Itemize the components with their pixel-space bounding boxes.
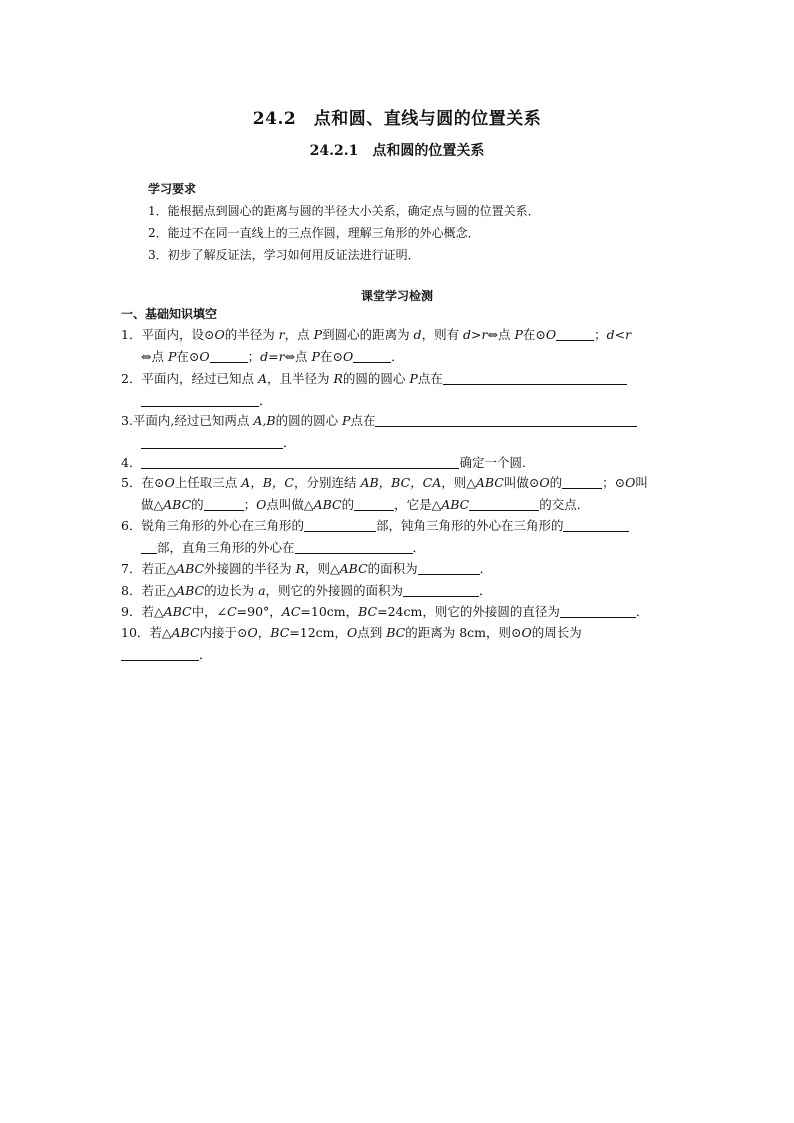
answer-blank[interactable]	[560, 603, 636, 618]
answer-blank[interactable]	[210, 348, 248, 363]
answer-blank[interactable]	[295, 539, 413, 554]
question-2	[121, 368, 677, 412]
question-line: 9．若△ABC中，∠C=90°，AC=10cm，BC=24cm，则它的外接圆的直径为 ．	[121, 604, 649, 619]
answer-blank[interactable]	[354, 496, 394, 511]
question-7	[121, 558, 677, 580]
question-line: 4． 确定一个圆．	[121, 455, 535, 470]
question-4	[121, 452, 677, 474]
question-8	[121, 580, 677, 602]
question-1	[121, 324, 677, 368]
answer-blank[interactable]	[443, 370, 627, 385]
answer-blank[interactable]	[121, 646, 199, 661]
answer-blank[interactable]	[141, 454, 459, 469]
answer-blank[interactable]	[204, 496, 244, 511]
question-line: 8．若正△ABC的边长为 a，则它的外接圆的面积为 ．	[121, 583, 492, 598]
answer-blank[interactable]	[141, 392, 259, 407]
question-line: 部，直角三角形的外心在 ．	[121, 537, 677, 559]
question-line: 做△ABC的 ；O点叫做△ABC的 ，它是△ABC 的交点．	[141, 497, 590, 512]
answer-blank[interactable]	[141, 434, 283, 449]
answer-blank[interactable]	[469, 496, 539, 511]
requirement-item: 2．能过不在同一直线上的三点作圆，理解三角形的外心概念．	[148, 226, 480, 240]
requirements-heading: 学习要求	[148, 182, 197, 196]
question-line: ．	[121, 390, 677, 412]
question-line: ．	[121, 644, 677, 666]
answer-blank[interactable]	[141, 539, 157, 554]
answer-blank[interactable]	[562, 474, 602, 489]
page-subtitle: 24.2.1 点和圆的位置关系	[309, 143, 485, 159]
question-line: 3.平面内,经过已知两点 A,B的圆的圆心 P点在	[121, 410, 677, 432]
requirement-item: 3．初步了解反证法，学习如何用反证法进行证明．	[148, 248, 420, 262]
question-line: 2．平面内，经过已知点 A，且半径为 R的圆的圆心 P点在	[121, 368, 677, 390]
learning-requirements	[148, 178, 540, 266]
question-line: ．	[121, 432, 677, 454]
question-line: 5．在⊙O上任取三点 A，B，C，分别连结 AB，BC，CA，则△ABC叫做⊙O的 ；⊙O叫	[121, 475, 648, 490]
question-10	[121, 622, 677, 666]
question-line: 7．若正△ABC外接圆的半径为 R，则△ABC的面积为 ．	[121, 561, 493, 576]
page-title: 24.2 点和圆、直线与圆的位置关系	[252, 109, 542, 129]
answer-blank[interactable]	[563, 517, 629, 532]
question-line: ⇔点 P在⊙O ；d=r⇔点 P在⊙O ．	[141, 349, 404, 364]
question-line: 10．若△ABC内接于⊙O，BC=12cm，O点到 BC的距离为 8cm，则⊙O的周长为	[121, 625, 582, 640]
answer-blank[interactable]	[375, 412, 637, 427]
question-line: 1．平面内，设⊙O的半径为 r，点 P到圆心的距离为 d，则有 d>r⇔点 P在⊙O ；d<r	[121, 327, 632, 342]
question-5	[121, 472, 677, 516]
question-9	[121, 601, 677, 623]
answer-blank[interactable]	[403, 582, 479, 597]
requirement-item: 1．能根据点到圆心的距离与圆的半径大小关系，确定点与圆的位置关系．	[148, 204, 540, 218]
answer-blank[interactable]	[556, 326, 594, 341]
answer-blank[interactable]	[304, 517, 376, 532]
question-line: 6．锐角三角形的外心在三角形的 部，钝角三角形的外心在三角形的	[121, 515, 677, 537]
question-3	[121, 410, 677, 454]
section-title: 课堂学习检测	[360, 289, 433, 303]
answer-blank[interactable]	[353, 348, 391, 363]
part-title: 一、基础知识填空	[121, 307, 218, 321]
question-6	[121, 515, 677, 559]
answer-blank[interactable]	[418, 560, 480, 575]
